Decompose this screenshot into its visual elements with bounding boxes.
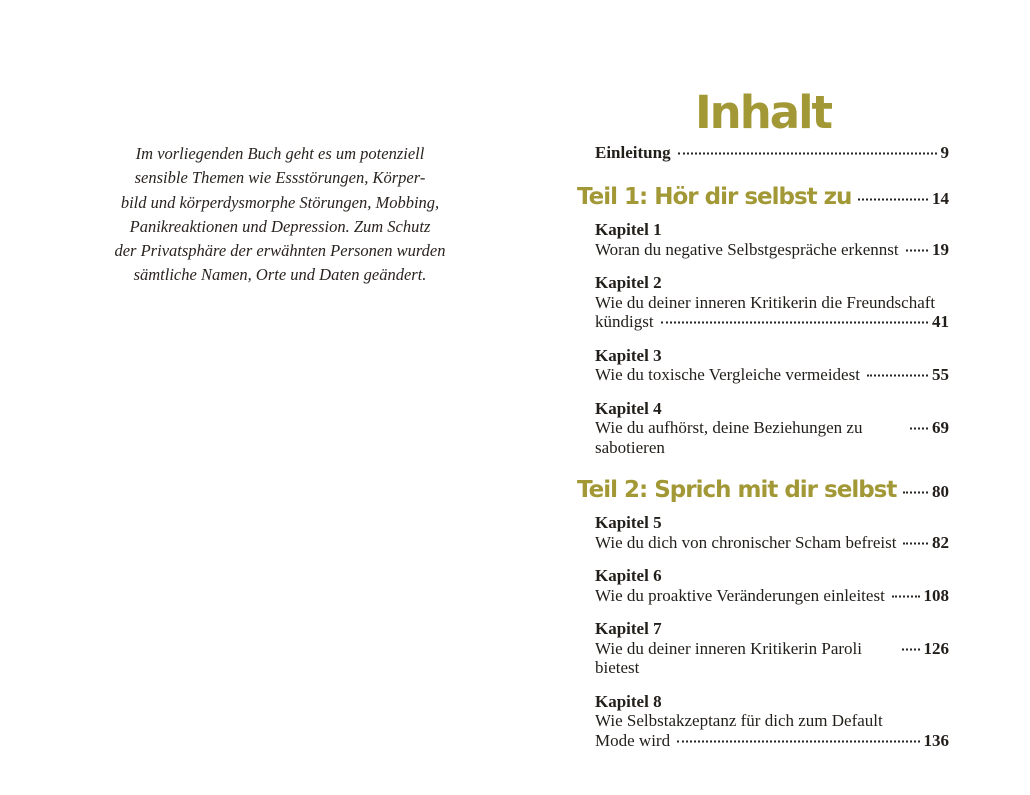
chapter-description: Wie du aufhörst, deine Beziehungen zu sabotieren bbox=[595, 418, 863, 457]
toc-chapter-6 bbox=[595, 566, 949, 605]
section-label: Teil 2: Sprich mit dir selbst bbox=[577, 477, 897, 503]
chapter-title: Kapitel 1 bbox=[595, 220, 662, 239]
chapter-description: Wie du proaktive Veränderungen einleitest bbox=[595, 585, 885, 605]
chapter-description: Mode wird bbox=[595, 730, 671, 750]
dot-leader bbox=[906, 249, 928, 251]
chapter-title: Kapitel 3 bbox=[595, 345, 662, 365]
table-of-contents bbox=[577, 140, 949, 750]
disclaimer-text bbox=[30, 142, 530, 288]
toc-section-teil-2 bbox=[577, 477, 949, 505]
page-number: 41 bbox=[932, 312, 949, 331]
disclaimer-line: der Privatsphäre der erwähnten Personen wurden bbox=[114, 241, 446, 261]
chapter-title: Kapitel 4 bbox=[595, 398, 662, 418]
page-number: 19 bbox=[932, 239, 949, 259]
page-number: 80 bbox=[932, 482, 949, 501]
toc-section-teil-1 bbox=[577, 184, 949, 212]
page-number: 136 bbox=[923, 730, 949, 750]
dot-leader bbox=[902, 648, 920, 650]
chapter-description: kündigst bbox=[595, 312, 654, 331]
toc-chapter-8 bbox=[595, 692, 949, 751]
dot-leader bbox=[677, 740, 919, 742]
chapter-title: Kapitel 8 bbox=[595, 691, 662, 711]
toc-chapter-1 bbox=[595, 220, 949, 259]
disclaimer-line: Panikreaktionen und Depression. Zum Schutz bbox=[129, 216, 431, 236]
page-title: Inhalt bbox=[694, 86, 832, 140]
dot-leader bbox=[858, 199, 928, 201]
toc-chapter-5 bbox=[595, 513, 949, 552]
chapter-description: Wie du deiner inneren Kritikerin die Freundschaft bbox=[595, 292, 936, 312]
chapter-description: Wie Selbstakzeptanz für dich zum Default bbox=[595, 711, 883, 730]
toc-chapter-3 bbox=[595, 346, 949, 385]
toc-chapter-7 bbox=[595, 619, 949, 678]
chapter-description: Wie du toxische Vergleiche vermeidest bbox=[595, 365, 860, 384]
chapter-title: Kapitel 7 bbox=[595, 619, 662, 638]
chapter-title: Kapitel 6 bbox=[595, 566, 662, 585]
chapter-title: Kapitel 2 bbox=[595, 273, 662, 292]
disclaimer-line: sensible Themen wie Essstörungen, Körper- bbox=[134, 168, 426, 188]
dot-leader bbox=[903, 492, 928, 494]
disclaimer-line: bild und körperdysmorphe Störungen, Mobbing, bbox=[120, 192, 440, 212]
page-number: 126 bbox=[923, 638, 949, 658]
chapter-title: Kapitel 5 bbox=[595, 513, 662, 532]
disclaimer-line: Im vorliegenden Buch geht es um potenziell bbox=[135, 144, 425, 163]
dot-leader bbox=[867, 375, 928, 377]
dot-leader bbox=[903, 542, 928, 544]
chapter-description: Wie du deiner inneren Kritikerin Paroli bietest bbox=[595, 638, 862, 677]
page-number: 9 bbox=[940, 143, 949, 162]
dot-leader bbox=[892, 595, 920, 597]
section-label: Teil 1: Hör dir selbst zu bbox=[577, 184, 852, 210]
page-number: 55 bbox=[932, 365, 949, 384]
dot-leader bbox=[678, 153, 937, 155]
chapter-description: Woran du negative Selbstgespräche erkennst bbox=[595, 239, 899, 259]
toc-chapter-2 bbox=[595, 273, 949, 332]
page-number: 108 bbox=[923, 585, 949, 605]
page-number: 82 bbox=[932, 532, 949, 552]
dot-leader bbox=[910, 428, 928, 430]
toc-entry-label: Einleitung bbox=[595, 143, 671, 162]
chapter-description: Wie du dich von chronischer Scham befreist bbox=[595, 532, 897, 552]
page-number: 14 bbox=[932, 189, 949, 208]
toc-chapter-4 bbox=[595, 399, 949, 458]
page-number: 69 bbox=[932, 418, 949, 437]
disclaimer-line: sämtliche Namen, Orte und Daten geändert. bbox=[133, 265, 427, 285]
toc-entry-einleitung bbox=[595, 140, 949, 164]
dot-leader bbox=[661, 322, 928, 324]
